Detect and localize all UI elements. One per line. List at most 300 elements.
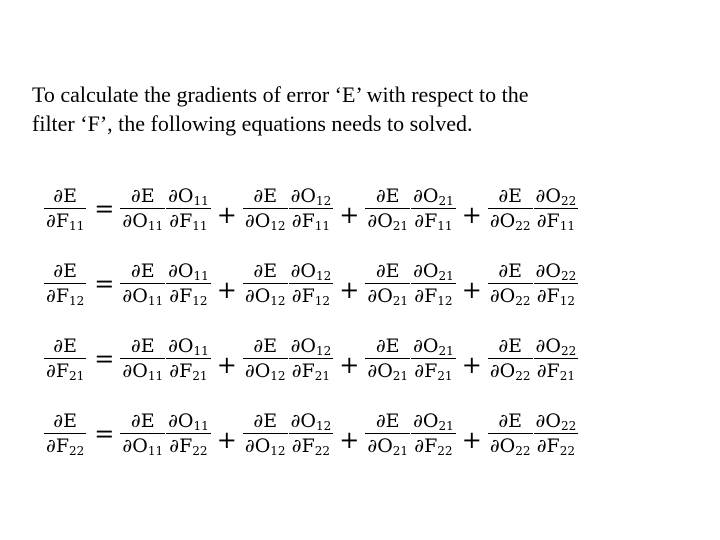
numerator-symbol: ∂O: [168, 335, 194, 357]
numerator-subscript: 22: [560, 269, 577, 283]
fraction-bar: [166, 433, 211, 434]
numerator: [411, 186, 456, 207]
numerator-symbol: ∂E: [53, 260, 77, 282]
denominator: [44, 361, 86, 382]
product-term: [120, 261, 210, 307]
denominator-subscript: 22: [314, 444, 331, 458]
denominator-subscript: 21: [314, 369, 331, 383]
numerator: [374, 411, 402, 432]
error-wrt-output-fraction: [488, 186, 533, 232]
numerator-symbol: ∂E: [253, 410, 278, 432]
output-wrt-filter-fraction: [534, 261, 579, 307]
denominator-subscript: 11: [147, 369, 164, 383]
product-term: [365, 186, 455, 232]
error-wrt-output-fraction: [488, 261, 533, 307]
numerator: [251, 411, 279, 432]
error-wrt-output-fraction: [120, 186, 165, 232]
product-term: [488, 261, 578, 307]
denominator-subscript: 11: [314, 219, 331, 233]
denominator: [535, 211, 577, 232]
denominator-symbol: ∂O: [244, 285, 271, 307]
denominator-subscript: 12: [437, 294, 453, 308]
fraction-bar: [488, 283, 533, 284]
denominator-subscript: 21: [437, 369, 453, 383]
output-wrt-filter-fraction: [289, 411, 334, 457]
denominator-subscript: 11: [192, 219, 208, 233]
fraction-bar: [365, 208, 410, 209]
error-wrt-output-fraction: [243, 186, 288, 232]
denominator-symbol: ∂O: [489, 210, 516, 232]
product-term: [365, 261, 455, 307]
numerator-symbol: ∂E: [130, 335, 155, 357]
numerator-symbol: ∂E: [130, 410, 155, 432]
denominator-symbol: ∂O: [122, 435, 148, 457]
fraction-bar: [120, 358, 165, 359]
denominator-symbol: ∂F: [291, 285, 315, 307]
denominator-symbol: ∂F: [169, 435, 193, 457]
denominator-subscript: 22: [69, 444, 85, 458]
numerator: [411, 411, 456, 432]
denominator-subscript: 22: [192, 444, 208, 458]
denominator-symbol: ∂O: [489, 285, 516, 307]
numerator: [534, 261, 579, 282]
numerator: [166, 261, 211, 282]
fraction-bar: [243, 283, 288, 284]
denominator-symbol: ∂F: [169, 285, 193, 307]
product-term: [120, 186, 210, 232]
numerator-subscript: 11: [193, 344, 209, 358]
product-term: [488, 411, 578, 457]
fraction-bar: [44, 283, 86, 284]
fraction-bar: [411, 433, 456, 434]
denominator-symbol: ∂O: [367, 360, 393, 382]
intro-line-2: filter ‘F’, the following equations needs to solved.: [32, 111, 473, 136]
numerator-symbol: ∂O: [535, 185, 561, 207]
numerator-symbol: ∂O: [413, 335, 439, 357]
numerator-symbol: ∂O: [290, 335, 316, 357]
plus-sign: +: [339, 276, 360, 304]
numerator-subscript: 22: [560, 194, 577, 208]
numerator: [129, 411, 157, 432]
equals-sign: =: [94, 195, 115, 223]
error-wrt-output-fraction: [365, 336, 410, 382]
error-wrt-output-fraction: [488, 411, 533, 457]
denominator-symbol: ∂F: [414, 210, 438, 232]
equals-sign: =: [94, 270, 115, 298]
denominator-symbol: ∂F: [169, 210, 193, 232]
equation-row: [44, 410, 674, 458]
numerator: [374, 336, 402, 357]
denominator-symbol: ∂O: [367, 435, 393, 457]
denominator-subscript: 12: [192, 294, 208, 308]
denominator-subscript: 21: [559, 369, 576, 383]
numerator-symbol: ∂E: [375, 185, 400, 207]
denominator-symbol: ∂F: [46, 285, 70, 307]
denominator-subscript: 21: [392, 294, 409, 308]
product-term: [488, 186, 578, 232]
denominator-symbol: ∂F: [536, 360, 560, 382]
denominator: [488, 436, 533, 457]
numerator: [496, 186, 524, 207]
plus-sign: +: [216, 276, 237, 304]
denominator: [243, 211, 288, 232]
numerator: [51, 261, 79, 282]
numerator-symbol: ∂E: [53, 410, 77, 432]
denominator-symbol: ∂F: [291, 435, 315, 457]
numerator: [166, 336, 211, 357]
fraction-bar: [120, 208, 165, 209]
numerator-symbol: ∂O: [535, 260, 561, 282]
fraction-bar: [411, 208, 456, 209]
numerator-subscript: 12: [315, 269, 332, 283]
denominator-subscript: 12: [69, 294, 85, 308]
numerator-symbol: ∂E: [253, 185, 278, 207]
output-wrt-filter-fraction: [166, 411, 211, 457]
fraction-bar: [411, 283, 456, 284]
product-term: [365, 336, 455, 382]
denominator: [167, 211, 209, 232]
denominator-symbol: ∂F: [414, 435, 438, 457]
fraction-bar: [534, 283, 579, 284]
denominator-subscript: 12: [559, 294, 576, 308]
error-wrt-output-fraction: [365, 261, 410, 307]
denominator: [167, 286, 209, 307]
error-wrt-output-fraction: [365, 186, 410, 232]
numerator-symbol: ∂E: [130, 185, 155, 207]
output-wrt-filter-fraction: [411, 411, 456, 457]
numerator: [251, 336, 279, 357]
numerator: [289, 261, 334, 282]
denominator: [290, 286, 332, 307]
numerator-subscript: 21: [438, 269, 454, 283]
denominator-symbol: ∂F: [536, 285, 560, 307]
fraction-bar: [166, 283, 211, 284]
fraction-bar: [243, 433, 288, 434]
fraction-bar: [44, 358, 86, 359]
fraction-bar: [488, 208, 533, 209]
numerator-symbol: ∂E: [253, 335, 278, 357]
denominator-subscript: 22: [515, 219, 531, 233]
denominator: [488, 361, 533, 382]
numerator: [374, 261, 402, 282]
numerator: [289, 336, 334, 357]
numerator: [129, 261, 157, 282]
denominator-subscript: 21: [392, 444, 409, 458]
numerator-subscript: 12: [315, 194, 332, 208]
numerator-symbol: ∂E: [253, 260, 278, 282]
denominator-subscript: 11: [147, 444, 164, 458]
numerator-symbol: ∂O: [168, 410, 194, 432]
numerator-subscript: 21: [438, 344, 454, 358]
denominator: [243, 436, 288, 457]
numerator-symbol: ∂E: [53, 185, 77, 207]
denominator-symbol: ∂O: [122, 360, 148, 382]
numerator: [289, 186, 334, 207]
fraction-bar: [534, 433, 579, 434]
denominator: [44, 286, 86, 307]
denominator: [535, 436, 577, 457]
fraction-bar: [534, 208, 579, 209]
output-wrt-filter-fraction: [534, 411, 579, 457]
output-wrt-filter-fraction: [534, 336, 579, 382]
product-term: [120, 336, 210, 382]
numerator-subscript: 11: [193, 419, 209, 433]
denominator-symbol: ∂F: [536, 435, 560, 457]
numerator: [251, 261, 279, 282]
output-wrt-filter-fraction: [411, 186, 456, 232]
denominator: [412, 361, 454, 382]
denominator: [488, 286, 533, 307]
denominator-subscript: 11: [559, 219, 576, 233]
denominator-symbol: ∂O: [244, 210, 271, 232]
denominator-subscript: 21: [392, 369, 409, 383]
numerator: [51, 186, 79, 207]
denominator: [365, 286, 410, 307]
plus-sign: +: [461, 351, 482, 379]
numerator: [129, 336, 157, 357]
plus-sign: +: [339, 201, 360, 229]
plus-sign: +: [461, 426, 482, 454]
denominator: [167, 436, 209, 457]
denominator-subscript: 11: [147, 219, 164, 233]
error-wrt-output-fraction: [120, 411, 165, 457]
error-wrt-output-fraction: [243, 336, 288, 382]
denominator-symbol: ∂F: [414, 360, 438, 382]
numerator-symbol: ∂O: [535, 335, 561, 357]
intro-text: [32, 80, 672, 138]
numerator-subscript: 11: [193, 194, 209, 208]
denominator-subscript: 12: [270, 219, 286, 233]
numerator-subscript: 22: [560, 344, 577, 358]
fraction-bar: [365, 433, 410, 434]
denominator-subscript: 12: [270, 294, 286, 308]
denominator-symbol: ∂O: [367, 210, 393, 232]
plus-sign: +: [461, 201, 482, 229]
numerator-symbol: ∂E: [53, 335, 77, 357]
output-wrt-filter-fraction: [289, 261, 334, 307]
numerator-symbol: ∂E: [375, 260, 400, 282]
numerator: [166, 186, 211, 207]
denominator: [535, 361, 577, 382]
fraction-bar: [289, 358, 334, 359]
fraction-bar: [166, 358, 211, 359]
numerator-symbol: ∂E: [130, 260, 155, 282]
numerator: [166, 411, 211, 432]
denominator-subscript: 12: [270, 369, 286, 383]
output-wrt-filter-fraction: [411, 336, 456, 382]
error-wrt-output-fraction: [243, 261, 288, 307]
output-wrt-filter-fraction: [289, 186, 334, 232]
fraction-bar: [411, 358, 456, 359]
fraction-bar: [488, 433, 533, 434]
denominator-subscript: 22: [515, 444, 531, 458]
plus-sign: +: [216, 201, 237, 229]
denominator: [535, 286, 577, 307]
output-wrt-filter-fraction: [166, 261, 211, 307]
numerator-symbol: ∂O: [290, 260, 316, 282]
numerator: [496, 261, 524, 282]
denominator-subscript: 21: [69, 369, 85, 383]
fraction-bar: [243, 208, 288, 209]
numerator: [496, 336, 524, 357]
output-wrt-filter-fraction: [411, 261, 456, 307]
numerator-symbol: ∂E: [375, 410, 400, 432]
denominator-subscript: 12: [314, 294, 331, 308]
denominator-subscript: 12: [270, 444, 286, 458]
fraction-bar: [488, 358, 533, 359]
lhs-fraction: [44, 411, 86, 457]
numerator-subscript: 11: [193, 269, 209, 283]
denominator-symbol: ∂F: [46, 435, 70, 457]
numerator-symbol: ∂O: [168, 260, 194, 282]
denominator: [365, 211, 410, 232]
denominator-subscript: 11: [437, 219, 453, 233]
fraction-bar: [289, 208, 334, 209]
numerator-subscript: 21: [438, 194, 454, 208]
denominator-symbol: ∂F: [536, 210, 560, 232]
numerator-symbol: ∂E: [498, 335, 523, 357]
equation-block: [44, 185, 674, 490]
numerator: [496, 411, 524, 432]
fraction-bar: [289, 433, 334, 434]
numerator: [129, 186, 157, 207]
equation-row: [44, 335, 674, 383]
denominator-subscript: 22: [515, 294, 531, 308]
product-term: [243, 261, 333, 307]
fraction-bar: [365, 283, 410, 284]
numerator-symbol: ∂O: [290, 410, 316, 432]
numerator: [51, 336, 79, 357]
fraction-bar: [120, 283, 165, 284]
fraction-bar: [243, 358, 288, 359]
equation-row: [44, 185, 674, 233]
denominator: [120, 436, 165, 457]
numerator: [534, 411, 579, 432]
denominator-symbol: ∂F: [169, 360, 193, 382]
denominator: [488, 211, 533, 232]
denominator: [120, 361, 165, 382]
output-wrt-filter-fraction: [534, 186, 579, 232]
denominator-symbol: ∂O: [489, 435, 516, 457]
plus-sign: +: [339, 351, 360, 379]
denominator-symbol: ∂F: [46, 210, 70, 232]
denominator-symbol: ∂F: [46, 360, 70, 382]
equals-sign: =: [94, 420, 115, 448]
numerator: [51, 411, 79, 432]
lhs-fraction: [44, 336, 86, 382]
numerator-symbol: ∂O: [168, 185, 194, 207]
product-term: [120, 411, 210, 457]
numerator: [411, 261, 456, 282]
numerator: [251, 186, 279, 207]
numerator-symbol: ∂O: [413, 260, 439, 282]
numerator-symbol: ∂O: [413, 185, 439, 207]
denominator: [44, 436, 86, 457]
product-term: [243, 411, 333, 457]
fraction-bar: [44, 433, 86, 434]
equation-row: [44, 260, 674, 308]
denominator: [365, 361, 410, 382]
product-term: [488, 336, 578, 382]
plus-sign: +: [216, 426, 237, 454]
product-term: [243, 336, 333, 382]
equals-sign: =: [94, 345, 115, 373]
denominator: [290, 361, 332, 382]
plus-sign: +: [461, 276, 482, 304]
denominator: [120, 211, 165, 232]
denominator: [290, 436, 332, 457]
error-wrt-output-fraction: [365, 411, 410, 457]
product-term: [365, 411, 455, 457]
denominator-symbol: ∂F: [291, 210, 315, 232]
plus-sign: +: [339, 426, 360, 454]
error-wrt-output-fraction: [243, 411, 288, 457]
fraction-bar: [166, 208, 211, 209]
numerator-symbol: ∂O: [535, 410, 561, 432]
denominator: [290, 211, 332, 232]
denominator: [243, 361, 288, 382]
denominator-symbol: ∂O: [367, 285, 393, 307]
numerator-symbol: ∂O: [290, 185, 316, 207]
numerator: [411, 336, 456, 357]
denominator-subscript: 22: [515, 369, 531, 383]
denominator: [365, 436, 410, 457]
numerator-subscript: 21: [438, 419, 454, 433]
numerator-subscript: 22: [560, 419, 577, 433]
denominator-symbol: ∂O: [489, 360, 516, 382]
denominator-subscript: 21: [392, 219, 409, 233]
numerator-subscript: 12: [315, 344, 332, 358]
denominator-symbol: ∂O: [244, 360, 271, 382]
intro-line-1: To calculate the gradients of error ‘E’ with respect to the: [32, 82, 529, 107]
fraction-bar: [365, 358, 410, 359]
numerator: [374, 186, 402, 207]
denominator-symbol: ∂O: [122, 210, 148, 232]
product-term: [243, 186, 333, 232]
output-wrt-filter-fraction: [166, 186, 211, 232]
fraction-bar: [534, 358, 579, 359]
denominator-subscript: 21: [192, 369, 208, 383]
denominator-subscript: 11: [147, 294, 164, 308]
output-wrt-filter-fraction: [289, 336, 334, 382]
denominator-symbol: ∂F: [414, 285, 438, 307]
denominator-subscript: 11: [69, 219, 85, 233]
denominator-symbol: ∂O: [244, 435, 271, 457]
error-wrt-output-fraction: [488, 336, 533, 382]
denominator: [412, 211, 454, 232]
denominator-subscript: 22: [437, 444, 453, 458]
denominator: [120, 286, 165, 307]
denominator-symbol: ∂O: [122, 285, 148, 307]
numerator: [534, 336, 579, 357]
numerator-symbol: ∂E: [498, 260, 523, 282]
lhs-fraction: [44, 186, 86, 232]
numerator: [289, 411, 334, 432]
error-wrt-output-fraction: [120, 261, 165, 307]
numerator-symbol: ∂E: [498, 410, 523, 432]
denominator: [412, 286, 454, 307]
denominator-symbol: ∂F: [291, 360, 315, 382]
lhs-fraction: [44, 261, 86, 307]
output-wrt-filter-fraction: [166, 336, 211, 382]
denominator-subscript: 22: [559, 444, 576, 458]
denominator: [44, 211, 86, 232]
numerator-symbol: ∂E: [375, 335, 400, 357]
denominator: [167, 361, 209, 382]
denominator: [243, 286, 288, 307]
error-wrt-output-fraction: [120, 336, 165, 382]
fraction-bar: [120, 433, 165, 434]
